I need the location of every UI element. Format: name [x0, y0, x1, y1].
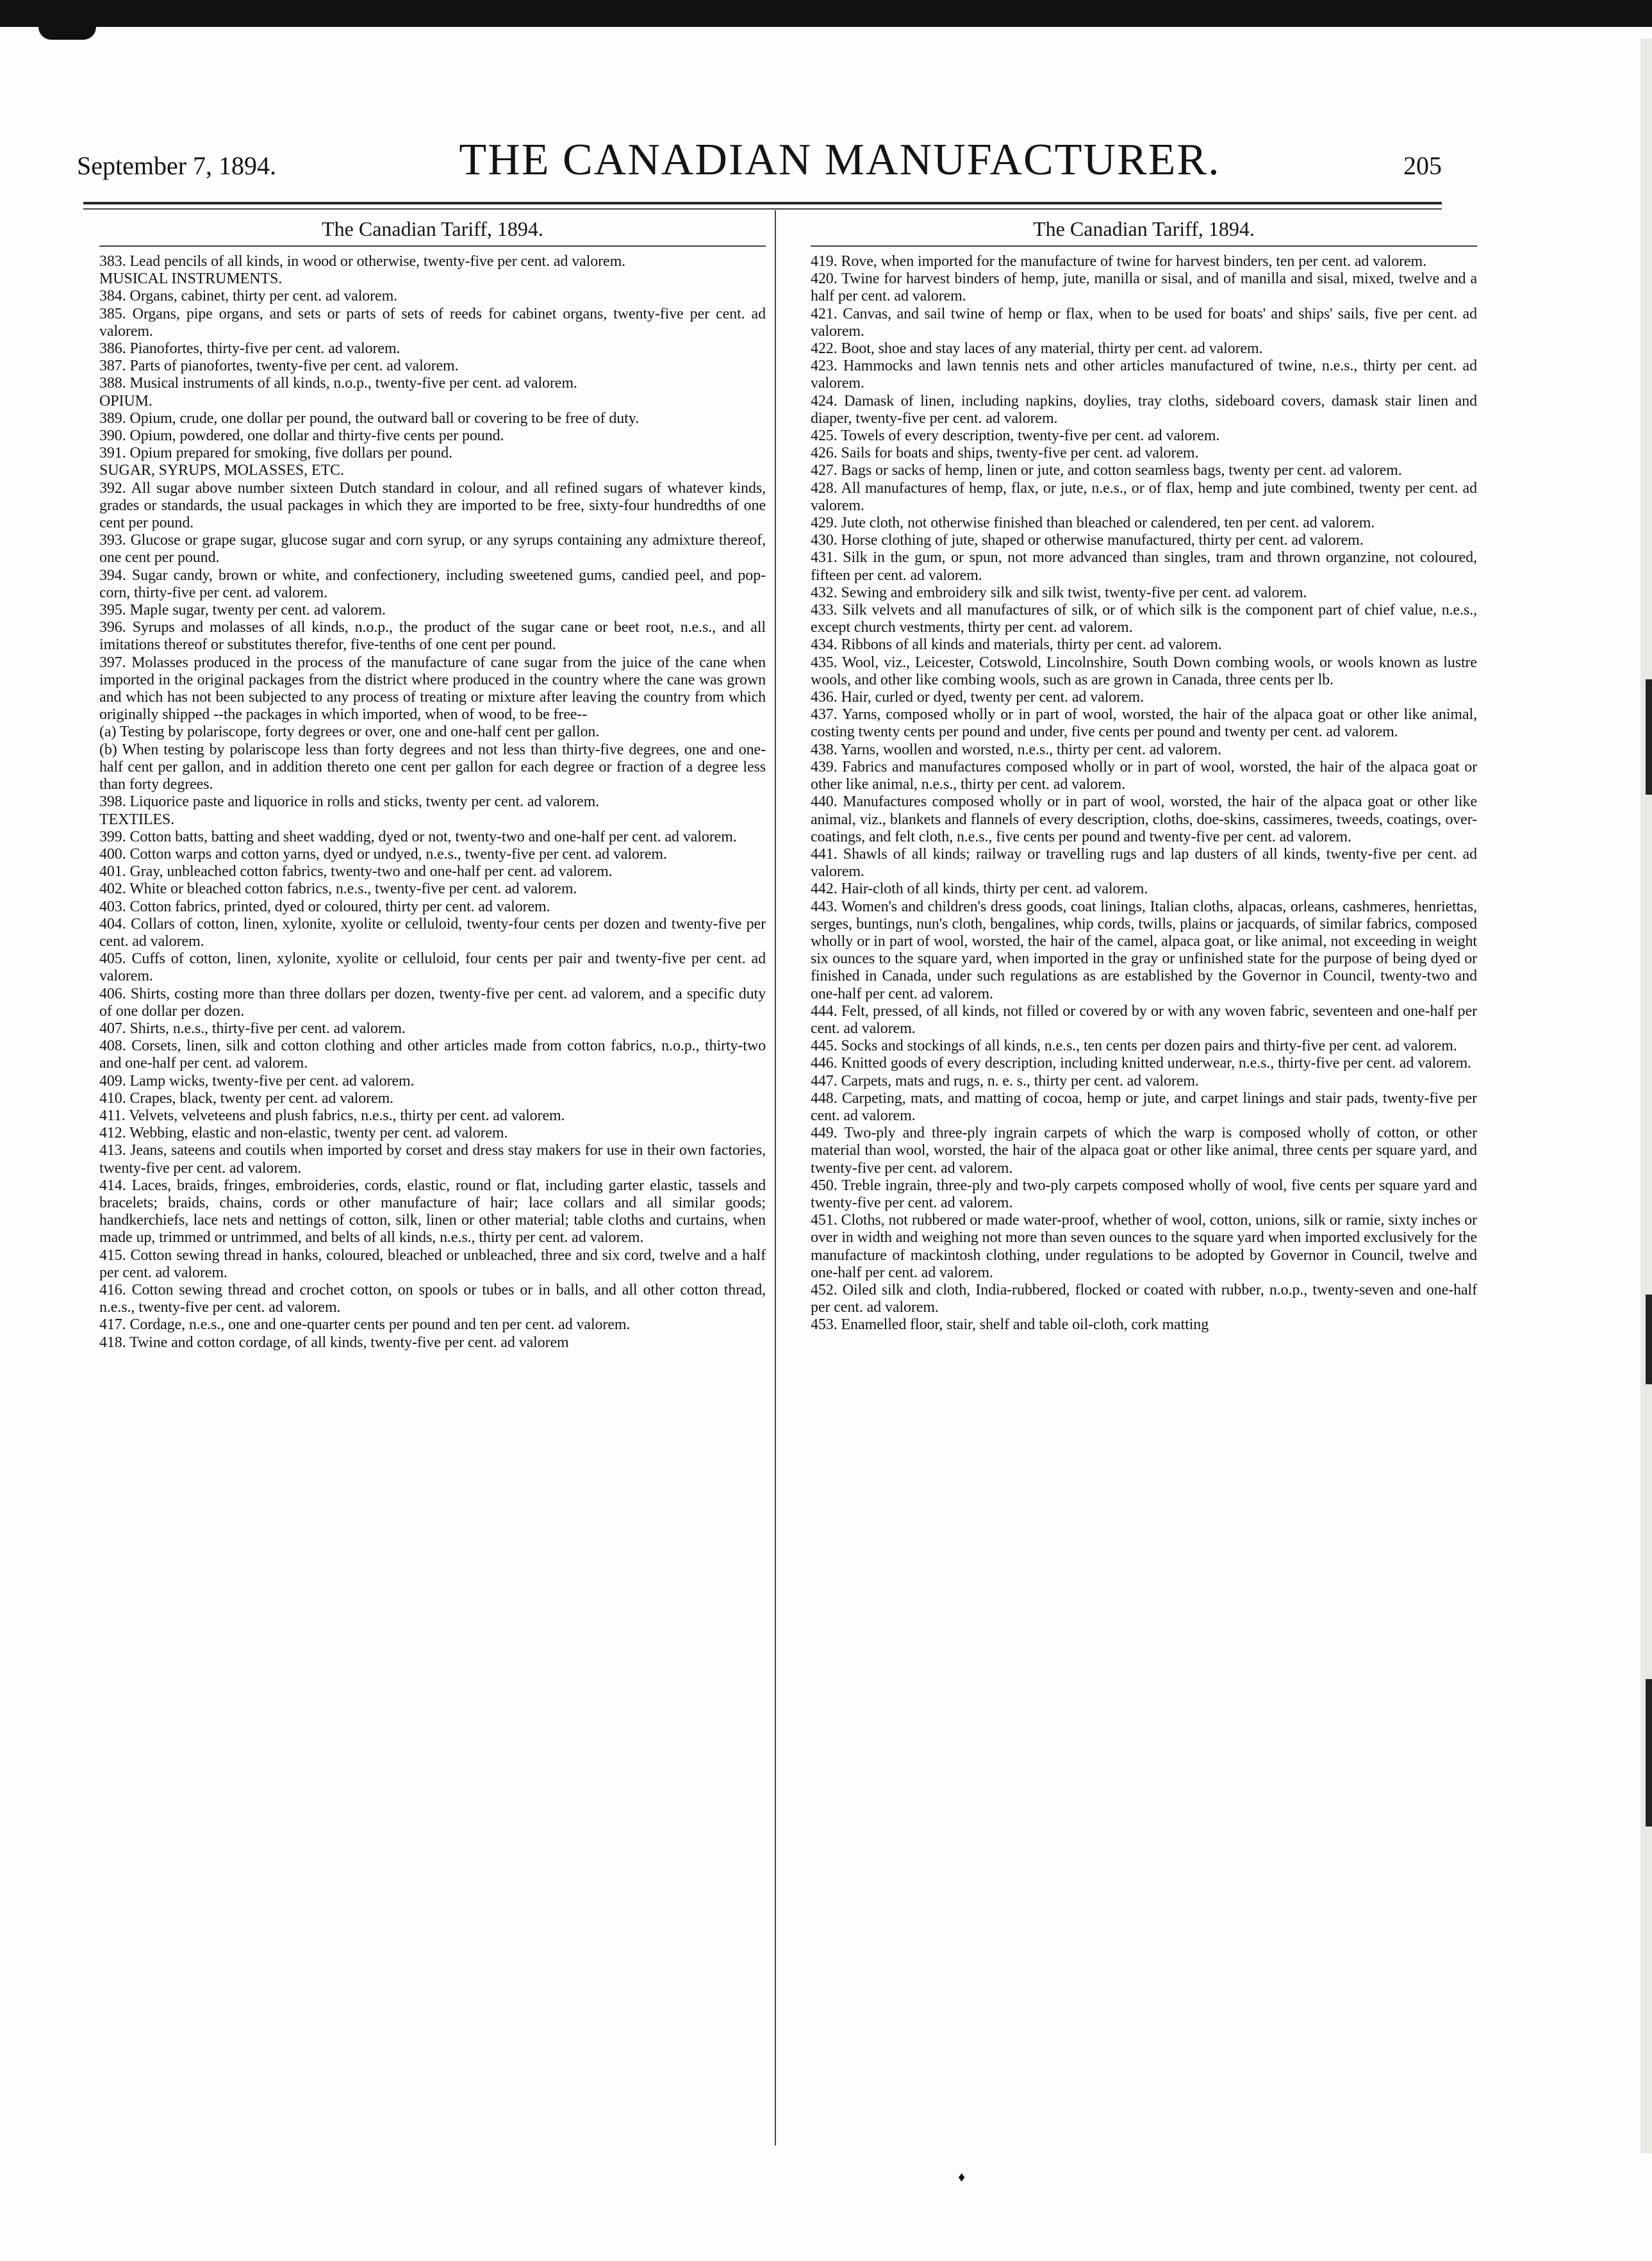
scan-right-edge: [1640, 38, 1652, 2153]
header-rule-thin: [83, 208, 1442, 210]
header-rule: [83, 202, 1442, 204]
page-number: 205: [1403, 151, 1442, 180]
publication-title: THE CANADIAN MANUFACTURER.: [459, 135, 1221, 185]
left-column-text: 383. Lead pencils of all kinds, in wood or otherwise, twenty-five per cent. ad valorem. MUSICAL INSTRUMENTS. 384. Organs, cabinet, thirty per cent. ad valorem. 385. Organs, pipe organs, and sets or parts of sets of reeds for cabinet organs, twenty-five per cent. ad valorem. 386. Pianofortes, thirty-five per cent. ad valorem. 387. Parts of pianofortes, twenty-five per cent. ad valorem. 388. Musical instruments of all kinds, n.o.p., twenty-five per cent. ad valorem. OPIUM. 389. Opium, crude, one dollar per pound, the outward ball or covering to be free of duty. 390. Opium, powdered, one dollar and thirty-five cents per pound. 391. Opium prepared for smoking, five dollars per pound. SUGAR, SYRUPS, MOLASSES, ETC. 392. All sugar above number sixteen Dutch standard in colour, and all refined sugars of whatever kinds, grades or standards, the usual packages in which they are imported to be free, sixty-four hundredths of one cent per pound. 393. Glucose or grape sugar, glucose sugar and corn syrup, or any syrups containing any admixture thereof, one cent per pound. 394. Sugar candy, brown or white, and confectionery, including sweetened gums, candied peel, and pop-corn, thirty-five per cent. ad valorem. 395. Maple sugar, twenty per cent. ad valorem. 396. Syrups and molasses of all kinds, n.o.p., the product of the sugar cane or beet root, n.e.s., and all imitations thereof or substitutes therefor, five-tenths of one cent per pound. 397. Molasses produced in the process of the manufacture of cane sugar from the juice of the cane when imported in the original packages from the district where produced in the country where the cane was grown and which has not been subjected to any process of treating or mixture after leaving the country from which originally shipped --the packages in which imported, when of wood, to be free-- (a) Testing by polariscope, forty degrees or over, one and one-half cent per gallon. (b) When testing by polariscope less than forty degrees and not less than thirty-five degrees, one and one-half cent per gallon, and in addition thereto one cent per gallon for each degree or fraction of a degree less than forty degrees. 398. Liquorice paste and liquorice in rolls and sticks, twenty per cent. ad valorem. TEXTILES. 399. Cotton batts, batting and sheet wadding, dyed or not, twenty-two and one-half per cent. ad valorem. 400. Cotton warps and cotton yarns, dyed or undyed, n.e.s., twenty-five per cent. ad valorem. 401. Gray, unbleached cotton fabrics, twenty-two and one-half per cent. ad valorem. 402. White or bleached cotton fabrics, n.e.s., twenty-five per cent. ad valorem. 403. Cotton fabrics, printed, dyed or coloured, thirty per cent. ad valorem. 404. Collars of cotton, linen, xylonite, xyolite or celluloid, twenty-four cents per dozen and twenty-five per cent. ad valorem. 405. Cuffs of cotton, linen, xylonite, xyolite or celluloid, four cents per pair and twenty-five per cent. ad valorem. 406. Shirts, costing more than three dollars per dozen, twenty-five per cent. ad valorem, and a specific duty of one dollar per dozen. 407. Shirts, n.e.s., thirty-five per cent. ad valorem. 408. Corsets, linen, silk and cotton clothing and other articles made from cotton fabrics, n.o.p., thirty-two and one-half per cent. ad valorem. 409. Lamp wicks, twenty-five per cent. ad valorem. 410. Crapes, black, twenty per cent. ad valorem. 411. Velvets, velveteens and plush fabrics, n.e.s., thirty per cent. ad valorem. 412. Webbing, elastic and non-elastic, twenty per cent. ad valorem. 413. Jeans, sateens and coutils when imported by corset and dress stay makers for use in their own factories, twenty-five per cent. ad valorem. 414. Laces, braids, fringes, embroideries, cords, elastic, round or flat, including garter elastic, tassels and bracelets; braids, chains, cords or other manufacture of hair; lace collars and all similar goods; handkerchiefs, lace nets and nettings of cotton, silk, linen or other material; table cloths and curtains, when made up, trimmed or untrimmed, and belts of all kinds, n.e.s., thirty per cent. ad valorem. 415. Cotton sewing thread in hanks, coloured, bleached or unbleached, three and six cord, twelve and a half per cent. ad valorem. 416. Cotton sewing thread and crochet cotton, on spools or tubes or in balls, and all other cotton thread, n.e.s., twenty-five per cent. ad valorem. 417. Cordage, n.e.s., one and one-quarter cents per pound and ten per cent. ad valorem. 418. Twine and cotton cordage, of all kinds, twenty-five per cent. ad valorem: [99, 253, 766, 1351]
left-column-heading: The Canadian Tariff, 1894.: [322, 217, 543, 240]
scan-top-border: [0, 0, 1652, 27]
scan-edge-mark: [1646, 679, 1652, 795]
scan-edge-mark: [1646, 1295, 1652, 1384]
running-header: [77, 135, 1442, 192]
scan-edge-mark: [1646, 1679, 1652, 1826]
scan-blemish: [38, 27, 96, 40]
left-column: [99, 215, 766, 1352]
right-column: [811, 215, 1477, 1334]
column-divider: [775, 210, 776, 2146]
issue-date: September 7, 1894.: [77, 151, 277, 180]
right-column-heading: The Canadian Tariff, 1894.: [1033, 217, 1255, 240]
right-column-text: 419. Rove, when imported for the manufacture of twine for harvest binders, ten per cent. ad valorem. 420. Twine for harvest binders of hemp, jute, manilla or sisal, and of manilla and sisal, mixed, twelve and a half per cent. ad valorem. 421. Canvas, and sail twine of hemp or flax, when to be used for boats' and ships' sails, five per cent. ad valorem. 422. Boot, shoe and stay laces of any material, thirty per cent. ad valorem. 423. Hammocks and lawn tennis nets and other articles manufactured of twine, n.e.s., thirty per cent. ad valorem. 424. Damask of linen, including napkins, doylies, tray cloths, sideboard covers, damask stair linen and diaper, twenty-five per cent. ad valorem. 425. Towels of every description, twenty-five per cent. ad valorem. 426. Sails for boats and ships, twenty-five per cent. ad valorem. 427. Bags or sacks of hemp, linen or jute, and cotton seamless bags, twenty per cent. ad valorem. 428. All manufactures of hemp, flax, or jute, n.e.s., or of flax, hemp and jute combined, twenty per cent. ad valorem. 429. Jute cloth, not otherwise finished than bleached or calendered, ten per cent. ad valorem. 430. Horse clothing of jute, shaped or otherwise manufactured, thirty per cent. ad valorem. 431. Silk in the gum, or spun, not more advanced than singles, tram and thrown organzine, not coloured, fifteen per cent. ad valorem. 432. Sewing and embroidery silk and silk twist, twenty-five per cent. ad valorem. 433. Silk velvets and all manufactures of silk, or of which silk is the component part of chief value, n.e.s., except church vestments, thirty per cent. ad valorem. 434. Ribbons of all kinds and materials, thirty per cent. ad valorem. 435. Wool, viz., Leicester, Cotswold, Lincolnshire, South Down combing wools, or wools known as lustre wools, and other like combing wools, such as are grown in Canada, three cents per lb. 436. Hair, curled or dyed, twenty per cent. ad valorem. 437. Yarns, composed wholly or in part of wool, worsted, the hair of the alpaca goat or other like animal, costing twenty cents per pound and under, five cents per pound and twenty per cent. ad valorem. 438. Yarns, woollen and worsted, n.e.s., thirty per cent. ad valorem. 439. Fabrics and manufactures composed wholly or in part of wool, worsted, the hair of the alpaca goat or other like animal, n.e.s., thirty per cent. ad valorem. 440. Manufactures composed wholly or in part of wool, worsted, the hair of the alpaca goat or other like animal, viz., blankets and flannels of every description, cloths, doe-skins, cassimeres, tweeds, coatings, over-coatings, and felt cloth, n.e.s., five cents per pound and twenty-five per cent. ad valorem. 441. Shawls of all kinds; railway or travelling rugs and lap dusters of all kinds, twenty-five per cent. ad valorem. 442. Hair-cloth of all kinds, thirty per cent. ad valorem. 443. Women's and children's dress goods, coat linings, Italian cloths, alpacas, orleans, cashmeres, henriettas, serges, buntings, nun's cloth, bengalines, whip cords, twills, plains or jacquards, of similar fabrics, composed wholly or in part of wool, worsted, the hair of the camel, alpaca goat, or like animal, not exceeding in weight six ounces to the square yard, when imported in the gray or unfinished state for the purpose of being dyed or finished in Canada, under such regulations as are established by the Governor in Council, twenty-two and one-half per cent. ad valorem. 444. Felt, pressed, of all kinds, not filled or covered by or with any woven fabric, seventeen and one-half per cent. ad valorem. 445. Socks and stockings of all kinds, n.e.s., ten cents per dozen pairs and thirty-five per cent. ad valorem. 446. Knitted goods of every description, including knitted underwear, n.e.s., thirty-five per cent. ad valorem. 447. Carpets, mats and rugs, n. e. s., thirty per cent. ad valorem. 448. Carpeting, mats, and matting of cocoa, hemp or jute, and carpet linings and stair pads, twenty-five per cent. ad valorem. 449. Two-ply and three-ply ingrain carpets of which the warp is composed wholly of cotton, or other material than wool, worsted, the hair of the alpaca goat or other like animal, three cents per square yard, and twenty-five per cent. ad valorem. 450. Treble ingrain, three-ply and two-ply carpets composed wholly of wool, five cents per square yard and twenty-five per cent. ad valorem. 451. Cloths, not rubbered or made water-proof, whether of wool, cotton, unions, silk or ramie, sixty inches or over in width and weighing not more than seven ounces to the square yard when imported exclusively for the manufacture of mackintosh clothing, under regulations to be adopted by Governor in Council, twelve and one-half per cent. ad valorem. 452. Oiled silk and cloth, India-rubbered, flocked or coated with rubber, n.o.p., twenty-seven and one-half per cent. ad valorem. 453. Enamelled floor, stair, shelf and table oil-cloth, cork matting: [811, 253, 1477, 1334]
column-heading-rule: [99, 245, 766, 247]
column-heading-rule: [811, 245, 1477, 247]
footer-ornament: ♦: [958, 2169, 966, 2185]
